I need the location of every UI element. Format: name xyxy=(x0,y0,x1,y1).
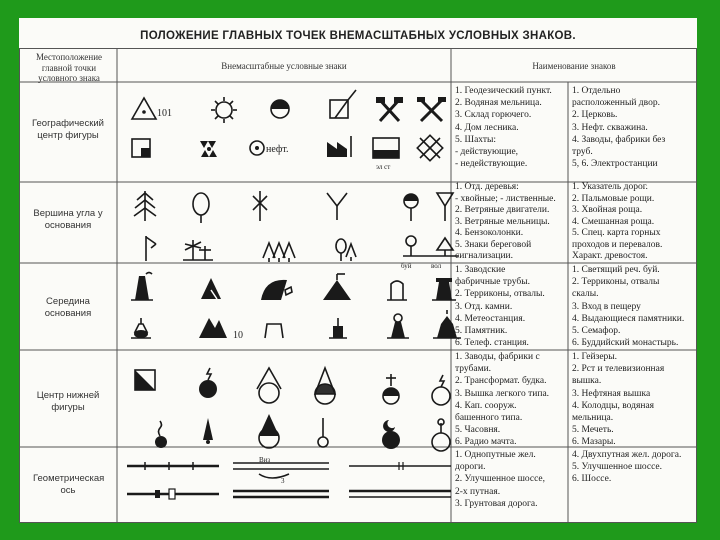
deciduous-tree-icon xyxy=(193,193,209,223)
radio-mast-icon xyxy=(432,375,450,405)
list-item: башенного типа. xyxy=(455,413,523,424)
names-left-row-5 xyxy=(455,449,567,510)
list-item: 4. Смешанная роща. xyxy=(572,216,655,227)
list-item: 1. Гейзеры. xyxy=(572,352,618,362)
oil-well-label: нефт. xyxy=(266,144,289,155)
improved-highway-icon xyxy=(233,463,329,478)
list-item: Характ. древостоя. xyxy=(572,251,648,261)
names-right-row-3 xyxy=(572,264,696,349)
row-label-angle-vertex: Вершина угла у основания xyxy=(33,208,103,231)
list-item: 4. Метеостанция. xyxy=(455,313,526,324)
semaphore-icon xyxy=(387,314,409,338)
geodetic-point-icon xyxy=(132,98,156,119)
mixed-grove-icon xyxy=(336,239,356,261)
water-mill-icon xyxy=(211,97,237,123)
fuel-depot-icon xyxy=(271,100,289,118)
row-label-lower-figure-center: Центр нижней фигуры xyxy=(36,390,100,413)
church-icon xyxy=(200,141,217,157)
list-item: 2. Улучшенное шоссе, xyxy=(455,474,546,485)
light-tower-icon xyxy=(257,368,281,403)
list-item: 5. Спец. карта горных xyxy=(572,228,661,238)
mazar-icon xyxy=(432,419,450,451)
names-left-row-2 xyxy=(455,182,567,263)
factory-chimney-icon xyxy=(131,273,153,301)
chimney-factory-icon xyxy=(135,370,155,390)
road-sign-icon xyxy=(146,236,156,261)
names-right-row-2 xyxy=(572,182,696,263)
list-item: 5. Мечеть. xyxy=(572,425,614,436)
list-item: 6. Мазары. xyxy=(572,437,616,448)
list-item: 3. Грунтовая дорога. xyxy=(455,498,538,509)
list-item: дороги. xyxy=(455,462,486,473)
dirt-road-icon xyxy=(349,462,451,470)
list-item: 3. Нефтяная вышка xyxy=(572,388,651,399)
list-item: 1. Заводы, фабрики с xyxy=(455,352,540,362)
list-item: трубами. xyxy=(455,364,492,375)
chapel-icon xyxy=(383,374,399,404)
names-left-row-4 xyxy=(455,351,567,449)
vol-label: вол xyxy=(431,262,442,270)
names-right-row-4 xyxy=(572,351,696,449)
palm-grove-icon xyxy=(183,240,213,260)
list-item: 4. Дом лесника. xyxy=(455,122,519,133)
chaussee-icon xyxy=(349,491,451,497)
list-item: 1. Геодезический пункт. xyxy=(455,86,552,96)
mine-active-icon xyxy=(376,97,403,121)
farmstead-icon xyxy=(132,139,150,157)
list-item: 3. Нефт. скважина. xyxy=(572,122,648,133)
header-names: Наименование знаков xyxy=(532,61,616,71)
list-item: 1. Указатель дорог. xyxy=(572,182,648,192)
power-station-icon xyxy=(373,138,399,158)
list-item: вышка. xyxy=(572,376,602,387)
wind-engine-icon xyxy=(253,191,267,221)
list-item: проходов и перевалов. xyxy=(572,239,663,250)
mosque-icon xyxy=(382,420,400,449)
conifer-grove-icon xyxy=(263,243,295,262)
list-item: 3. Вход в пещеру xyxy=(572,301,641,312)
list-item: 5. Шахты: xyxy=(455,134,496,145)
names-right-row-1 xyxy=(572,85,696,170)
header-location: Местоположение главной точки условного знака xyxy=(35,52,103,83)
list-item: 1. Заводские xyxy=(455,265,506,275)
header-signs: Внемасштабные условные знаки xyxy=(221,61,347,71)
notable-monument-icon xyxy=(329,318,347,338)
capital-tower-icon xyxy=(315,368,335,404)
list-item: 4. Колодцы, водяная xyxy=(572,400,655,411)
list-item: 5. Памятник. xyxy=(455,326,508,337)
spoil-heap-icon xyxy=(201,278,221,299)
forester-house-icon xyxy=(330,90,356,118)
list-item: 6. Шоссе. xyxy=(572,474,612,485)
phone-station-icon xyxy=(432,278,456,300)
cave-entrance-icon xyxy=(265,324,283,338)
names-left-row-3 xyxy=(455,264,567,349)
list-item: 1. Отдельно xyxy=(572,86,621,96)
rocks-height-label: 10 xyxy=(233,330,243,341)
list-item: 5. Часовня. xyxy=(455,425,501,436)
names-left-row-1 xyxy=(455,85,567,170)
viz-label: Виз xyxy=(259,456,271,464)
list-item: 5. Знаки береговой xyxy=(455,239,532,250)
weather-station-icon xyxy=(323,274,351,300)
list-item: 2. Церковь. xyxy=(572,110,618,121)
row-label-base-middle: Середина основания xyxy=(44,296,92,319)
double-track-railway-icon xyxy=(127,489,219,499)
list-item: 3. Вышка легкого типа. xyxy=(455,388,550,399)
list-item: 2. Терриконы, отвалы. xyxy=(455,289,545,300)
single-track-railway-icon xyxy=(127,462,219,470)
list-item: 2. Пальмовые рощи. xyxy=(572,193,655,204)
list-item: 3. Ветряные мельницы. xyxy=(455,216,550,227)
list-item: 4. Двухпутная жел. дорога. xyxy=(572,450,682,460)
list-item: - хвойные; - лиственные. xyxy=(455,193,556,204)
list-item: 4. Кап. сооруж. xyxy=(455,400,517,411)
power-station-2-icon xyxy=(417,135,442,160)
list-item: 6. Телеф. станция. xyxy=(455,338,529,349)
oil-well-icon xyxy=(250,141,264,155)
list-item: 2. Ветряные двигатели. xyxy=(455,205,550,215)
table-sheet xyxy=(19,18,697,523)
road-num-label: 3 xyxy=(281,477,285,485)
list-item: 5. Улучшенное шоссе. xyxy=(572,462,663,473)
list-item: мельница. xyxy=(572,413,614,424)
row-label-geometric-axis: Геометрическая ось xyxy=(33,473,105,496)
list-item: 5. Семафор. xyxy=(572,326,621,337)
list-item: скалы. xyxy=(572,289,599,300)
list-item: 2. Рст и телевизионная xyxy=(572,364,665,375)
conifer-tree-icon xyxy=(134,191,156,221)
stone-icon xyxy=(261,280,292,300)
fuel-station-icon xyxy=(404,194,418,221)
page-title: ПОЛОЖЕНИЕ ГЛАВНЫХ ТОЧЕК ВНЕМАСШТАБНЫХ УСЛОВНЫХ ЗНАКОВ. xyxy=(140,30,576,42)
list-item: 5, 6. Электростанции xyxy=(572,159,658,170)
list-item: фабричные трубы. xyxy=(455,277,530,288)
list-item: 4. Выдающиеся памятники. xyxy=(572,313,685,324)
list-item: 1. Светящий реч. буй. xyxy=(572,265,660,275)
list-item: 1. Отд. деревья: xyxy=(455,182,519,192)
tv-tower-icon xyxy=(203,418,213,444)
list-item: расположенный двор. xyxy=(572,98,660,109)
geodetic-height-label: 101 xyxy=(157,108,172,119)
rocks-icon xyxy=(199,318,227,338)
light-buoy-icon xyxy=(131,318,151,338)
list-item: - недействующие. xyxy=(455,159,528,170)
list-item: 4. Бензоколонки. xyxy=(455,228,524,238)
mine-inactive-icon xyxy=(417,97,446,121)
list-item: 6. Буддийский монастырь. xyxy=(572,338,679,349)
list-item: 3. Отд. камни. xyxy=(455,301,513,312)
highway-icon xyxy=(233,491,329,497)
list-item: 1. Однопутные жел. xyxy=(455,450,536,460)
geyser-icon xyxy=(155,421,167,448)
power-station-label: эл ст xyxy=(376,163,391,171)
list-item: 3. Хвойная роща. xyxy=(572,205,643,215)
well-icon xyxy=(318,418,328,447)
oil-tower-icon xyxy=(259,414,279,448)
row-label-geographic-center: Географический центр фигуры xyxy=(32,118,104,141)
list-item: 4. Заводы, фабрики без xyxy=(572,134,666,145)
list-item: сигнализации. xyxy=(455,251,514,261)
buoy-label: буй xyxy=(401,262,412,270)
list-item: 2. Трансформат. будка. xyxy=(455,376,547,387)
list-item: 3. Склад горючего. xyxy=(455,110,532,121)
names-right-row-5 xyxy=(572,449,696,486)
list-item: - действующие, xyxy=(455,147,519,158)
list-item: труб. xyxy=(572,147,593,158)
windmill-icon xyxy=(327,193,347,220)
list-item: 2-х путная. xyxy=(455,486,501,497)
list-item: 6. Радио мачта. xyxy=(455,437,517,448)
monument-icon xyxy=(387,281,407,300)
list-item: 2. Водяная мельница. xyxy=(455,98,542,109)
transformer-icon xyxy=(199,368,217,398)
list-item: 2. Терриконы, отвалы xyxy=(572,277,660,288)
factory-icon xyxy=(327,136,351,157)
